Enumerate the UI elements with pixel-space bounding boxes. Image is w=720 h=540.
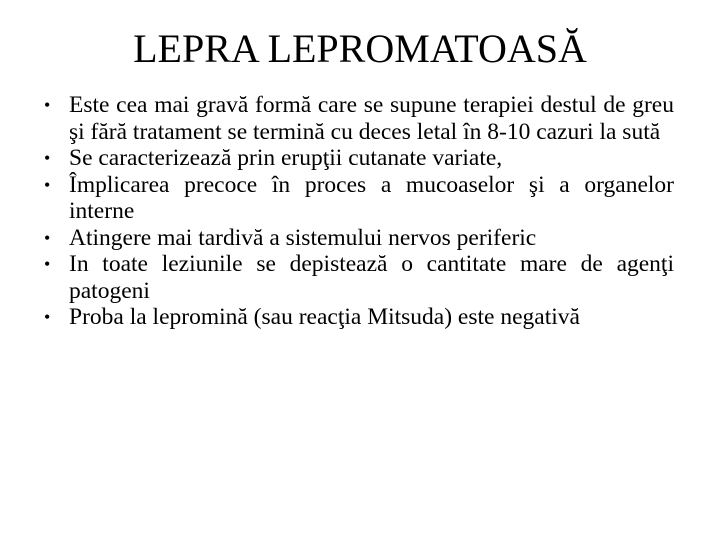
bullet-marker-icon: • <box>44 227 51 248</box>
bullet-marker-icon: • <box>44 148 51 168</box>
bullet-text: Atingere mai tardivă a sistemului nervos periferic <box>69 224 537 251</box>
bullet-marker-icon: • <box>44 95 51 115</box>
slide-title: LEPRA LEPROMATOASĂ <box>133 26 587 71</box>
bullet-text: Se caracterizează prin erupţii cutanate variate, <box>69 145 503 171</box>
bullet-marker-icon: • <box>44 254 51 274</box>
bullet-item <box>44 304 674 331</box>
bullet-list <box>44 92 674 331</box>
bullet-item <box>44 172 674 225</box>
bullet-item <box>44 251 674 304</box>
bullet-text: Împlicarea precoce în proces a mucoaselor şi a organelor interne <box>69 171 674 224</box>
bullet-item <box>44 145 674 172</box>
bullet-text: In toate leziunile se depistează o cantitate mare de agenţi patogeni <box>69 251 674 304</box>
bullet-text: Proba la lepromină (sau reacţia Mitsuda) este negativă <box>69 304 580 330</box>
bullet-item <box>44 92 674 145</box>
bullet-marker-icon: • <box>44 307 51 327</box>
bullet-text: Este cea mai gravă formă care se supune terapiei destul de greu şi fără tratament se termină cu deces letal în 8-10 cazuri la sută <box>69 92 674 145</box>
bullet-marker-icon: • <box>44 174 51 195</box>
bullet-item <box>44 225 674 252</box>
